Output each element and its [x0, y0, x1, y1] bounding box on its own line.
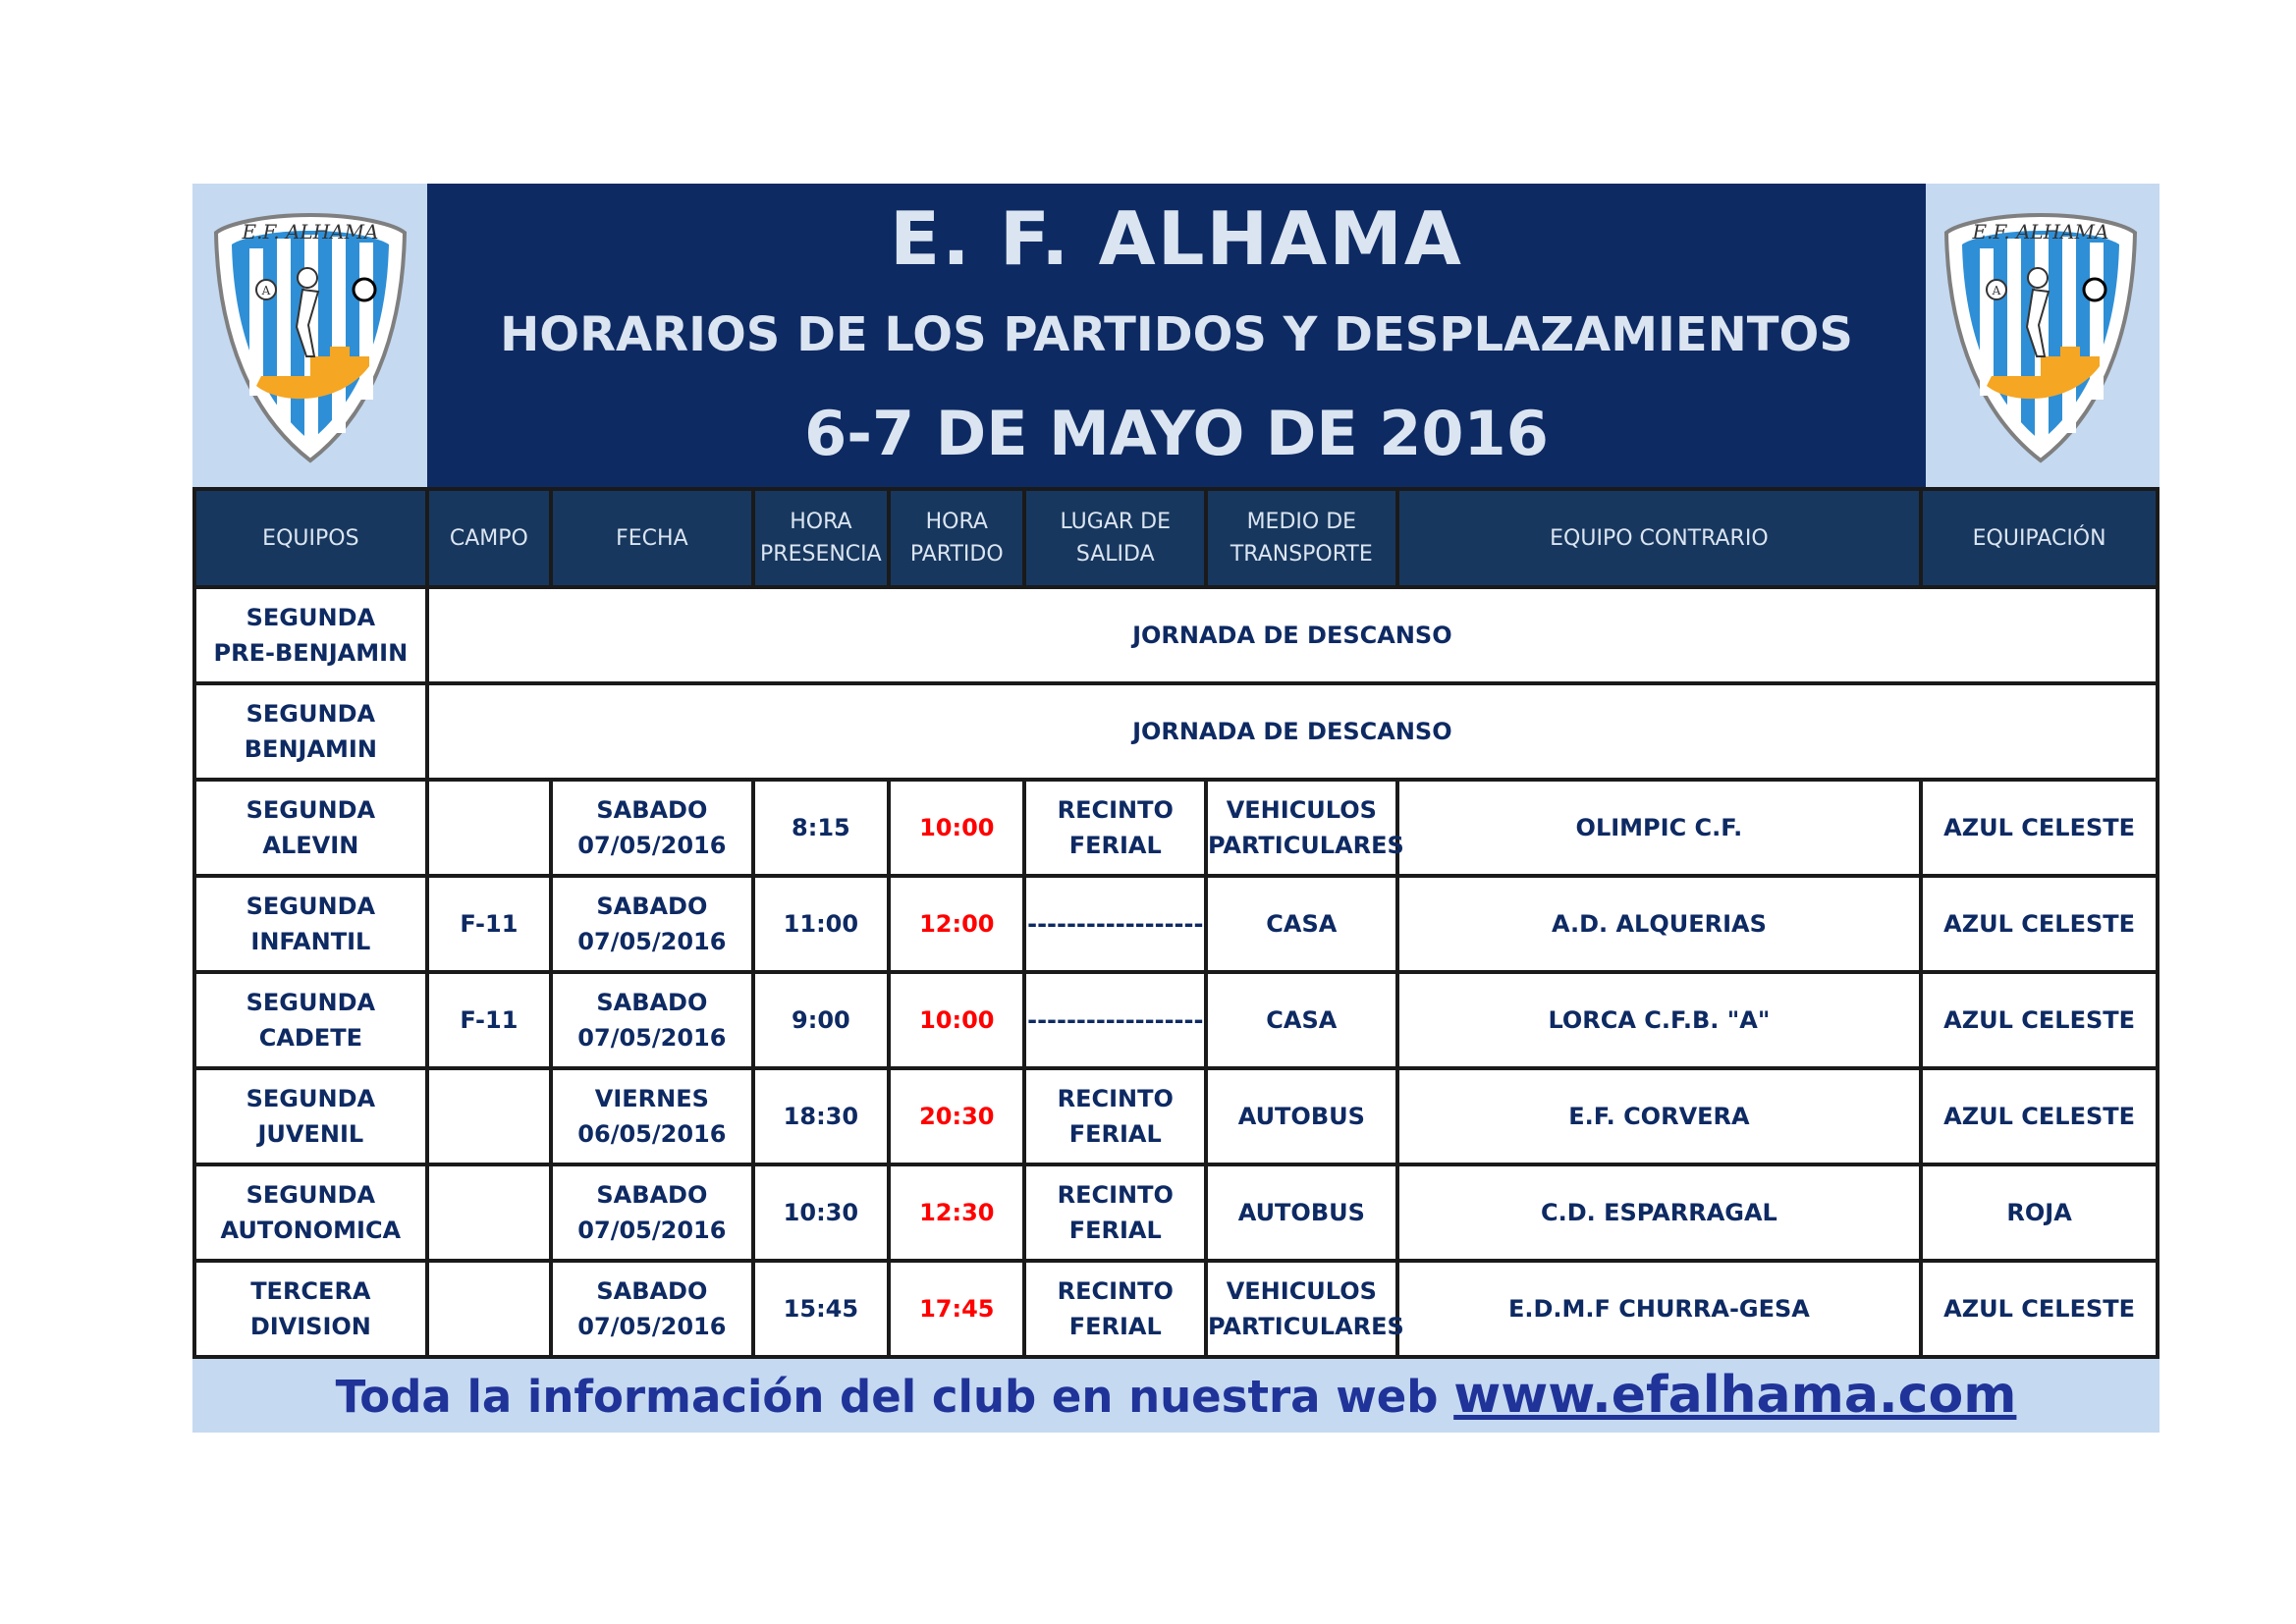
footer-text: Toda la información del club en nuestra web — [335, 1371, 1454, 1423]
page-subtitle: HORARIOS DE LOS PARTIDOS Y DESPLAZAMIENTOS — [500, 307, 1853, 362]
team-level: SEGUNDA — [246, 989, 376, 1016]
equipacion-cell: AZUL CELESTE — [1923, 782, 2156, 874]
schedule-table — [192, 487, 2159, 1359]
team-category: CADETE — [258, 1024, 362, 1052]
match-date: 07/05/2016 — [577, 1313, 727, 1340]
team-category: BENJAMIN — [244, 735, 377, 763]
contrario-cell: A.D. ALQUERIAS — [1399, 878, 1920, 970]
presencia-cell: 18:30 — [755, 1070, 887, 1163]
header-text: TRANSPORTE — [1230, 542, 1373, 567]
contrario-cell: LORCA C.F.B. "A" — [1399, 974, 1920, 1066]
header-fecha: FECHA — [553, 491, 751, 585]
medio-cell — [1208, 1263, 1404, 1355]
team-category: ALEVIN — [262, 832, 359, 859]
header-text: LUGAR DE — [1060, 510, 1171, 534]
contrario-cell: OLIMPIC C.F. — [1399, 782, 1920, 874]
lugar-line: RECINTO — [1057, 1277, 1174, 1305]
team-cell — [196, 685, 425, 778]
partido-cell: 12:30 — [891, 1166, 1022, 1259]
team-category: INFANTIL — [250, 928, 371, 955]
campo-cell — [429, 1166, 549, 1259]
lugar-line: FERIAL — [1068, 832, 1162, 859]
header-campo: CAMPO — [429, 491, 549, 585]
lugar-cell — [1026, 1070, 1204, 1163]
medio-cell: AUTOBUS — [1208, 1070, 1395, 1163]
header-medio-transporte — [1208, 491, 1395, 585]
medio-line: VEHICULOS — [1226, 796, 1377, 824]
team-level: SEGUNDA — [246, 700, 376, 728]
team-cell — [196, 1070, 425, 1163]
campo-cell — [429, 782, 549, 874]
team-cell — [196, 589, 425, 681]
match-date: 07/05/2016 — [577, 1024, 727, 1052]
match-day: SABADO — [596, 893, 708, 920]
lugar-line: FERIAL — [1068, 1217, 1162, 1244]
team-cell — [196, 878, 425, 970]
table-row — [196, 589, 2156, 681]
table-row — [196, 1263, 2156, 1355]
header-equipos: EQUIPOS — [196, 491, 425, 585]
team-level: SEGUNDA — [246, 604, 376, 631]
header-equipacion: EQUIPACIÓN — [1923, 491, 2156, 585]
equipacion-cell: AZUL CELESTE — [1923, 974, 2156, 1066]
header-text: HORA — [790, 510, 852, 534]
campo-cell — [429, 1263, 549, 1355]
presencia-cell: 9:00 — [755, 974, 887, 1066]
equipacion-cell: ROJA — [1923, 1166, 2156, 1259]
match-date: 07/05/2016 — [577, 928, 727, 955]
header-lugar-salida — [1026, 491, 1204, 585]
crest-letter: A — [261, 284, 271, 298]
crest-text: E.F. ALHAMA — [242, 220, 379, 244]
website-link[interactable]: www.efalhama.com — [1453, 1366, 2017, 1425]
presencia-cell: 15:45 — [755, 1263, 887, 1355]
header-text: SALIDA — [1075, 542, 1155, 567]
crest-text: E.F. ALHAMA — [1972, 220, 2109, 244]
team-category: AUTONOMICA — [220, 1217, 402, 1244]
contrario-cell: E.F. CORVERA — [1399, 1070, 1920, 1163]
lugar-cell: ------------------ — [1026, 878, 1204, 970]
schedule-sheet — [192, 184, 2159, 1433]
table-row — [196, 782, 2156, 874]
lugar-line: RECINTO — [1057, 1085, 1174, 1112]
partido-cell: 17:45 — [891, 1263, 1022, 1355]
team-level: SEGUNDA — [246, 893, 376, 920]
lugar-cell — [1026, 782, 1204, 874]
lugar-cell — [1026, 1263, 1204, 1355]
header-equipo-contrario: EQUIPO CONTRARIO — [1399, 491, 1920, 585]
medio-cell: CASA — [1208, 974, 1395, 1066]
team-level: TERCERA — [250, 1277, 371, 1305]
table-row — [196, 1166, 2156, 1259]
banner-title-block — [427, 184, 1926, 487]
header-text: PARTIDO — [909, 542, 1004, 567]
match-day: SABADO — [596, 1181, 708, 1209]
lugar-cell — [1026, 1166, 1204, 1259]
campo-cell — [429, 1070, 549, 1163]
equipacion-cell: AZUL CELESTE — [1923, 878, 2156, 970]
header-hora-presencia — [755, 491, 887, 585]
lugar-cell: ------------------ — [1026, 974, 1204, 1066]
medio-line: PARTICULARES — [1208, 832, 1404, 859]
contrario-cell: E.D.M.F CHURRA-GESA — [1399, 1263, 1920, 1355]
fecha-cell — [553, 878, 751, 970]
match-date: 07/05/2016 — [577, 832, 727, 859]
medio-line: PARTICULARES — [1208, 1313, 1404, 1340]
team-category: PRE-BENJAMIN — [213, 639, 409, 667]
team-level: SEGUNDA — [246, 796, 376, 824]
table-row — [196, 1070, 2156, 1163]
match-date: 06/05/2016 — [577, 1120, 727, 1148]
table-row — [196, 974, 2156, 1066]
fecha-cell — [553, 974, 751, 1066]
team-level: SEGUNDA — [246, 1085, 376, 1112]
lugar-line: RECINTO — [1057, 1181, 1174, 1209]
partido-cell: 12:00 — [891, 878, 1022, 970]
medio-cell: AUTOBUS — [1208, 1166, 1395, 1259]
medio-line: VEHICULOS — [1226, 1277, 1377, 1305]
match-day: VIERNES — [594, 1085, 709, 1112]
team-cell — [196, 1263, 425, 1355]
club-crest-icon — [1942, 209, 2139, 464]
rest-day-note: JORNADA DE DESCANSO — [429, 589, 2156, 681]
team-cell — [196, 782, 425, 874]
presencia-cell: 10:30 — [755, 1166, 887, 1259]
table-row — [196, 878, 2156, 970]
fecha-cell — [553, 1263, 751, 1355]
partido-cell: 20:30 — [891, 1070, 1022, 1163]
lugar-line: FERIAL — [1068, 1313, 1162, 1340]
team-category: JUVENIL — [257, 1120, 364, 1148]
partido-cell: 10:00 — [891, 974, 1022, 1066]
team-level: SEGUNDA — [246, 1181, 376, 1209]
equipacion-cell: AZUL CELESTE — [1923, 1263, 2156, 1355]
table-row — [196, 685, 2156, 778]
team-cell — [196, 974, 425, 1066]
header-text: PRESENCIA — [760, 542, 882, 567]
equipacion-cell: AZUL CELESTE — [1923, 1070, 2156, 1163]
fecha-cell — [553, 782, 751, 874]
rest-day-note: JORNADA DE DESCANSO — [429, 685, 2156, 778]
table-header-row — [196, 491, 2156, 585]
header-hora-partido — [891, 491, 1022, 585]
fecha-cell — [553, 1166, 751, 1259]
match-day: SABADO — [596, 796, 708, 824]
campo-cell: F-11 — [429, 878, 549, 970]
partido-cell: 10:00 — [891, 782, 1022, 874]
club-crest-icon — [212, 209, 409, 464]
match-date: 07/05/2016 — [577, 1217, 727, 1244]
team-category: DIVISION — [249, 1313, 371, 1340]
crest-letter: A — [1992, 284, 2001, 298]
contrario-cell: C.D. ESPARRAGAL — [1399, 1166, 1920, 1259]
lugar-line: FERIAL — [1068, 1120, 1162, 1148]
team-cell — [196, 1166, 425, 1259]
header-text: HORA — [925, 510, 988, 534]
presencia-cell: 8:15 — [755, 782, 887, 874]
footer-banner — [192, 1359, 2159, 1433]
match-day: SABADO — [596, 1277, 708, 1305]
page-date: 6-7 DE MAYO DE 2016 — [804, 398, 1549, 469]
medio-cell: CASA — [1208, 878, 1395, 970]
medio-cell — [1208, 782, 1404, 874]
header-banner — [192, 184, 2159, 487]
lugar-line: RECINTO — [1057, 796, 1174, 824]
presencia-cell: 11:00 — [755, 878, 887, 970]
page-title: E. F. ALHAMA — [890, 195, 1463, 282]
header-text: MEDIO DE — [1246, 510, 1357, 534]
match-day: SABADO — [596, 989, 708, 1016]
campo-cell: F-11 — [429, 974, 549, 1066]
fecha-cell — [553, 1070, 751, 1163]
